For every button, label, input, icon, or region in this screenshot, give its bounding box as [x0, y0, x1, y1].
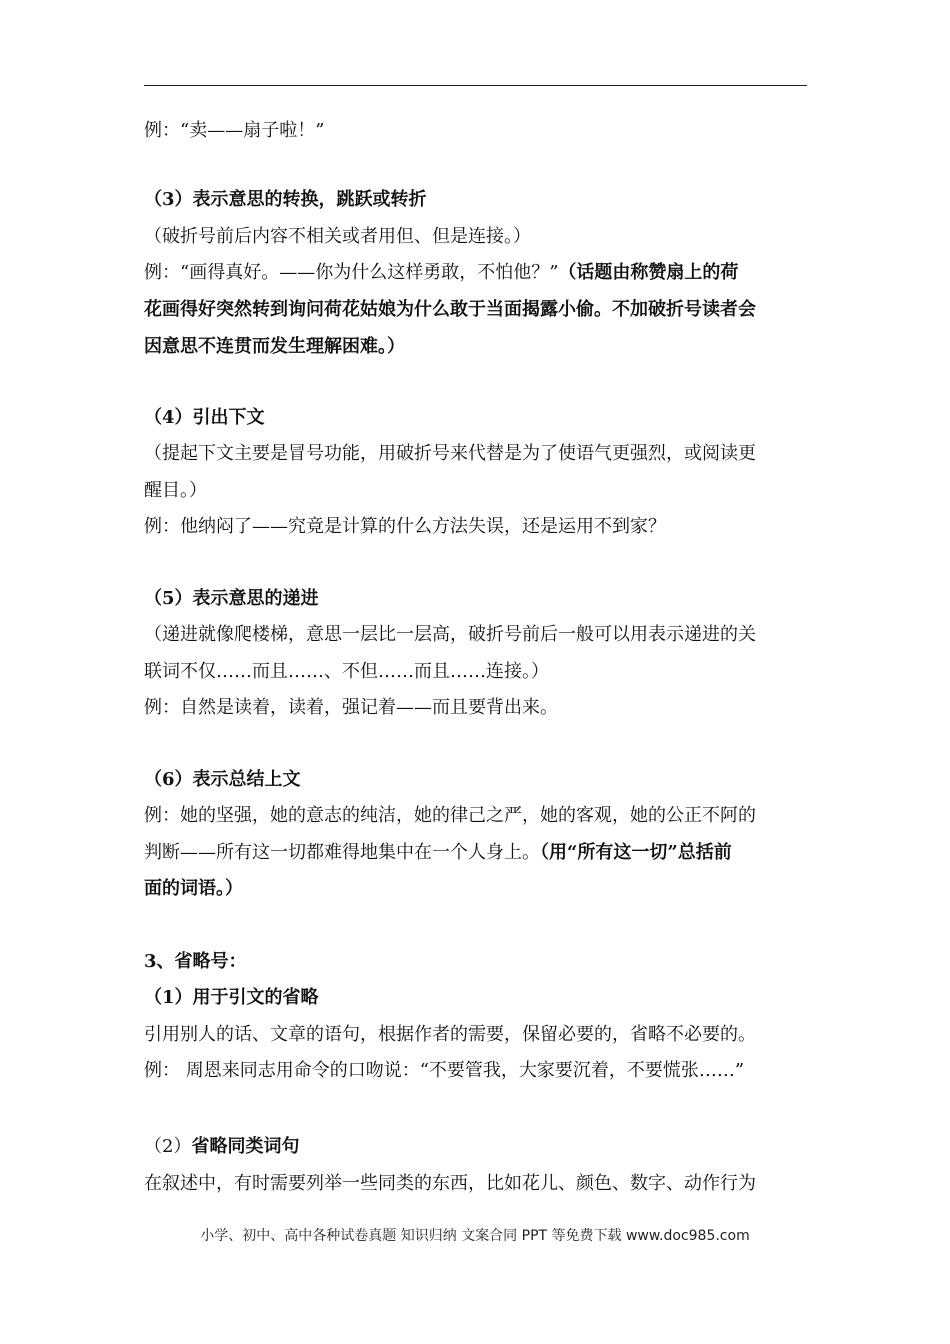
- note-line: 联词不仅……而且……、不但……而且……连接。）: [144, 661, 549, 682]
- note-line: 醒目。）: [144, 480, 207, 501]
- example-text: 例：“画得真好。——你为什么这样勇敢，不怕他？”: [144, 262, 559, 283]
- bold-note: （用“所有这一切”总括前: [540, 842, 732, 863]
- section-heading: [144, 1135, 807, 1159]
- note-line: （提起下文主要是冒号功能，用破折号来代替是为了使语气更强烈，或阅读更: [144, 443, 756, 464]
- example-line: 例：她的坚强，她的意志的纯洁，她的律己之严，她的客观，她的公正不阿的: [144, 805, 756, 826]
- section-heading: （3）表示意思的转换，跳跃或转折: [144, 189, 427, 210]
- example-line: [144, 841, 807, 865]
- bold-note-line: 因意思不连贯而发生理解困难。）: [144, 336, 405, 357]
- note-line: （递进就像爬楼梯，意思一层比一层高，破折号前后一般可以用表示递进的关: [144, 624, 756, 645]
- note-line: （破折号前后内容不相关或者用但、但是连接。）: [144, 226, 531, 247]
- section-heading: （6）表示总结上文: [144, 769, 301, 790]
- example-line: 例：他纳闷了——究竟是计算的什么方法失误，还是运用不到家？: [144, 516, 666, 537]
- example-line: [144, 261, 807, 285]
- heading-number: （2）: [144, 1136, 192, 1157]
- heading-text: 省略同类词句: [191, 1136, 300, 1157]
- example-text: 判断——所有这一切都难得地集中在一个人身上。: [144, 842, 540, 863]
- body-line: 引用别人的话、文章的语句，根据作者的需要，保留必要的，省略不必要的。: [144, 1024, 756, 1045]
- example-line: 例：自然是读着，读着，强记着——而且要背出来。: [144, 697, 558, 718]
- section-heading: （1）用于引文的省略: [144, 987, 319, 1008]
- header-rule: [144, 85, 807, 86]
- body-line: 在叙述中，有时需要列举一些同类的东西，比如花儿、颜色、数字、动作行为: [144, 1173, 756, 1194]
- bold-note-line: 花画得好突然转到询问荷花姑娘为什么敢于当面揭露小偷。不加破折号读者会: [144, 299, 756, 320]
- bold-note: （话题由称赞扇上的荷: [558, 262, 739, 283]
- page-footer: 小学、初中、高中各种试卷真题 知识归纳 文案合同 PPT 等免费下载 www.doc985.com: [200, 1228, 750, 1244]
- section-heading: （5）表示意思的递进: [144, 588, 319, 609]
- example-line: 例：“卖——扇子啦！”: [144, 120, 325, 141]
- section-heading: （4）引出下文: [144, 407, 265, 428]
- section-title: 3、省略号：: [144, 951, 247, 972]
- bold-note-line: 面的词语。）: [144, 878, 243, 899]
- example-line: 例： 周恩来同志用命令的口吻说：“不要管我，大家要沉着，不要慌张……”: [144, 1060, 745, 1081]
